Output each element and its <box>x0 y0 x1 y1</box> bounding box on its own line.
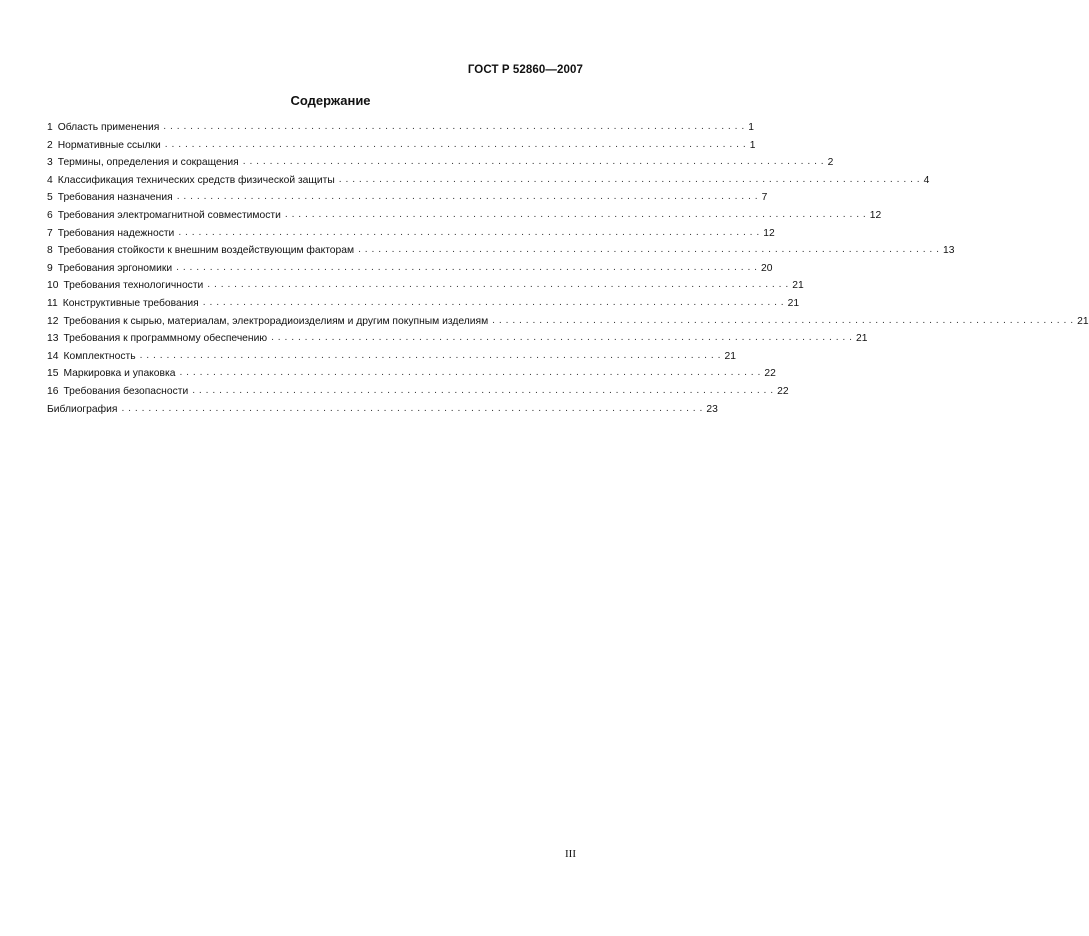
toc-entry[interactable] <box>47 207 882 225</box>
toc-entry-page: 21 <box>856 333 868 345</box>
toc-dot-leader <box>203 276 788 294</box>
toc-entry-number: 16 <box>47 385 59 397</box>
toc-dot-leader <box>172 259 757 277</box>
toc-entry-page: 12 <box>869 209 882 221</box>
toc-entry[interactable] <box>47 330 868 348</box>
toc-dot-leader <box>117 400 702 418</box>
toc-entry-page: 1 <box>748 122 754 133</box>
toc-entry-page: 13 <box>943 245 955 257</box>
toc-entry[interactable] <box>47 242 955 260</box>
toc-entry-number: 14 <box>47 350 59 362</box>
toc-entry-page: 22 <box>777 385 789 397</box>
toc-entry-title: Требования к программному обеспечению <box>63 333 268 345</box>
toc-entry-number: 6 <box>47 209 53 221</box>
toc-dot-leader <box>159 118 744 136</box>
toc-entry-page: 21 <box>724 350 736 362</box>
toc-entry-title: Конструктивные требования <box>62 297 199 309</box>
toc-entry[interactable] <box>47 295 800 313</box>
toc-entry-title: Требования назначения <box>57 192 173 204</box>
toc-entry-number: 5 <box>47 192 53 204</box>
toc-entry-number: 3 <box>47 157 53 169</box>
toc-entry[interactable] <box>47 225 775 243</box>
toc-entry-page: 12 <box>763 227 775 239</box>
toc-entry[interactable] <box>47 365 776 383</box>
toc-entry-number: 7 <box>47 227 53 239</box>
toc-dot-leader <box>136 347 721 365</box>
toc-entry-page: 22 <box>764 368 776 380</box>
toc-entry-number: 8 <box>47 245 53 257</box>
toc-entry[interactable] <box>47 313 1089 331</box>
toc-dot-leader <box>281 206 866 224</box>
toc-entry-number: 2 <box>47 139 53 151</box>
toc-entry[interactable] <box>47 172 930 190</box>
toc-entry-number: 15 <box>47 368 59 380</box>
toc-dot-leader <box>488 312 1073 330</box>
toc-entry-title: Требования надежности <box>57 227 175 239</box>
toc-dot-leader <box>199 294 784 312</box>
toc-entry-page: 4 <box>923 174 930 186</box>
toc-dot-leader <box>354 241 939 259</box>
toc-entry-title: Комплектность <box>63 350 136 362</box>
toc-entry-title: Требования эргономики <box>57 262 173 274</box>
toc-entry-title: Термины, определения и сокращения <box>57 157 239 169</box>
toc-entry-title: Маркировка и упаковка <box>63 368 176 380</box>
toc-entry-bibliography[interactable] <box>47 401 718 419</box>
toc-entry-page: 21 <box>787 297 800 309</box>
toc-entry-number: 4 <box>47 174 53 186</box>
toc-entry-page: 23 <box>706 403 718 415</box>
toc-entry[interactable] <box>47 348 736 366</box>
toc-entry-number: 9 <box>47 262 53 274</box>
toc-entry-title: Требования безопасности <box>63 385 189 397</box>
toc-dot-leader <box>335 171 920 189</box>
toc-entry-number: 1 <box>47 122 53 133</box>
toc-entry-title: Требования к сырью, материалам, электрорадиоизделиям и другим покупным изделиям <box>63 315 489 327</box>
toc-dot-leader <box>188 382 773 400</box>
toc-entry-title: Классификация технических средств физической защиты <box>57 174 335 186</box>
toc-entry[interactable] <box>47 119 754 137</box>
toc-entry-title: Нормативные ссылки <box>57 139 161 151</box>
toc-entry-title: Требования стойкости к внешним воздействующим факторам <box>57 245 355 257</box>
toc-entry-title: Область применения <box>57 122 160 133</box>
toc-title: Содержание <box>290 93 371 108</box>
toc-entry[interactable] <box>47 277 804 295</box>
toc-entry-number: 10 <box>47 280 59 292</box>
toc-entry-page: 20 <box>761 262 773 274</box>
toc-dot-leader <box>239 153 824 171</box>
toc-entry[interactable] <box>47 154 834 172</box>
toc-entry-page: 21 <box>1077 315 1089 327</box>
toc-entry[interactable] <box>47 260 773 278</box>
toc-entry-number: 13 <box>47 333 59 345</box>
toc-dot-leader <box>267 329 852 347</box>
toc-entry[interactable] <box>47 189 768 207</box>
document-standard-code: ГОСТ Р 52860—2007 <box>467 64 583 76</box>
toc-dot-leader <box>173 188 758 206</box>
toc-entry-number: 12 <box>47 315 59 327</box>
toc-entry-page: 7 <box>761 192 768 204</box>
toc-dot-leader <box>161 136 746 154</box>
toc-entry-number: 11 <box>47 297 58 309</box>
toc-entry-title: Требования технологичности <box>63 280 204 292</box>
toc-dot-leader <box>175 364 760 382</box>
page-number: III <box>565 848 576 860</box>
table-of-contents <box>47 119 1089 418</box>
toc-dot-leader <box>174 224 759 242</box>
toc-entry-title: Требования электромагнитной совместимости <box>57 209 281 221</box>
toc-entry-page: 21 <box>792 280 804 292</box>
toc-entry-title: Библиография <box>47 403 118 415</box>
toc-entry[interactable] <box>47 383 789 401</box>
toc-entry-page: 1 <box>749 139 756 151</box>
toc-entry-page: 2 <box>827 157 834 169</box>
toc-entry[interactable] <box>47 137 756 155</box>
